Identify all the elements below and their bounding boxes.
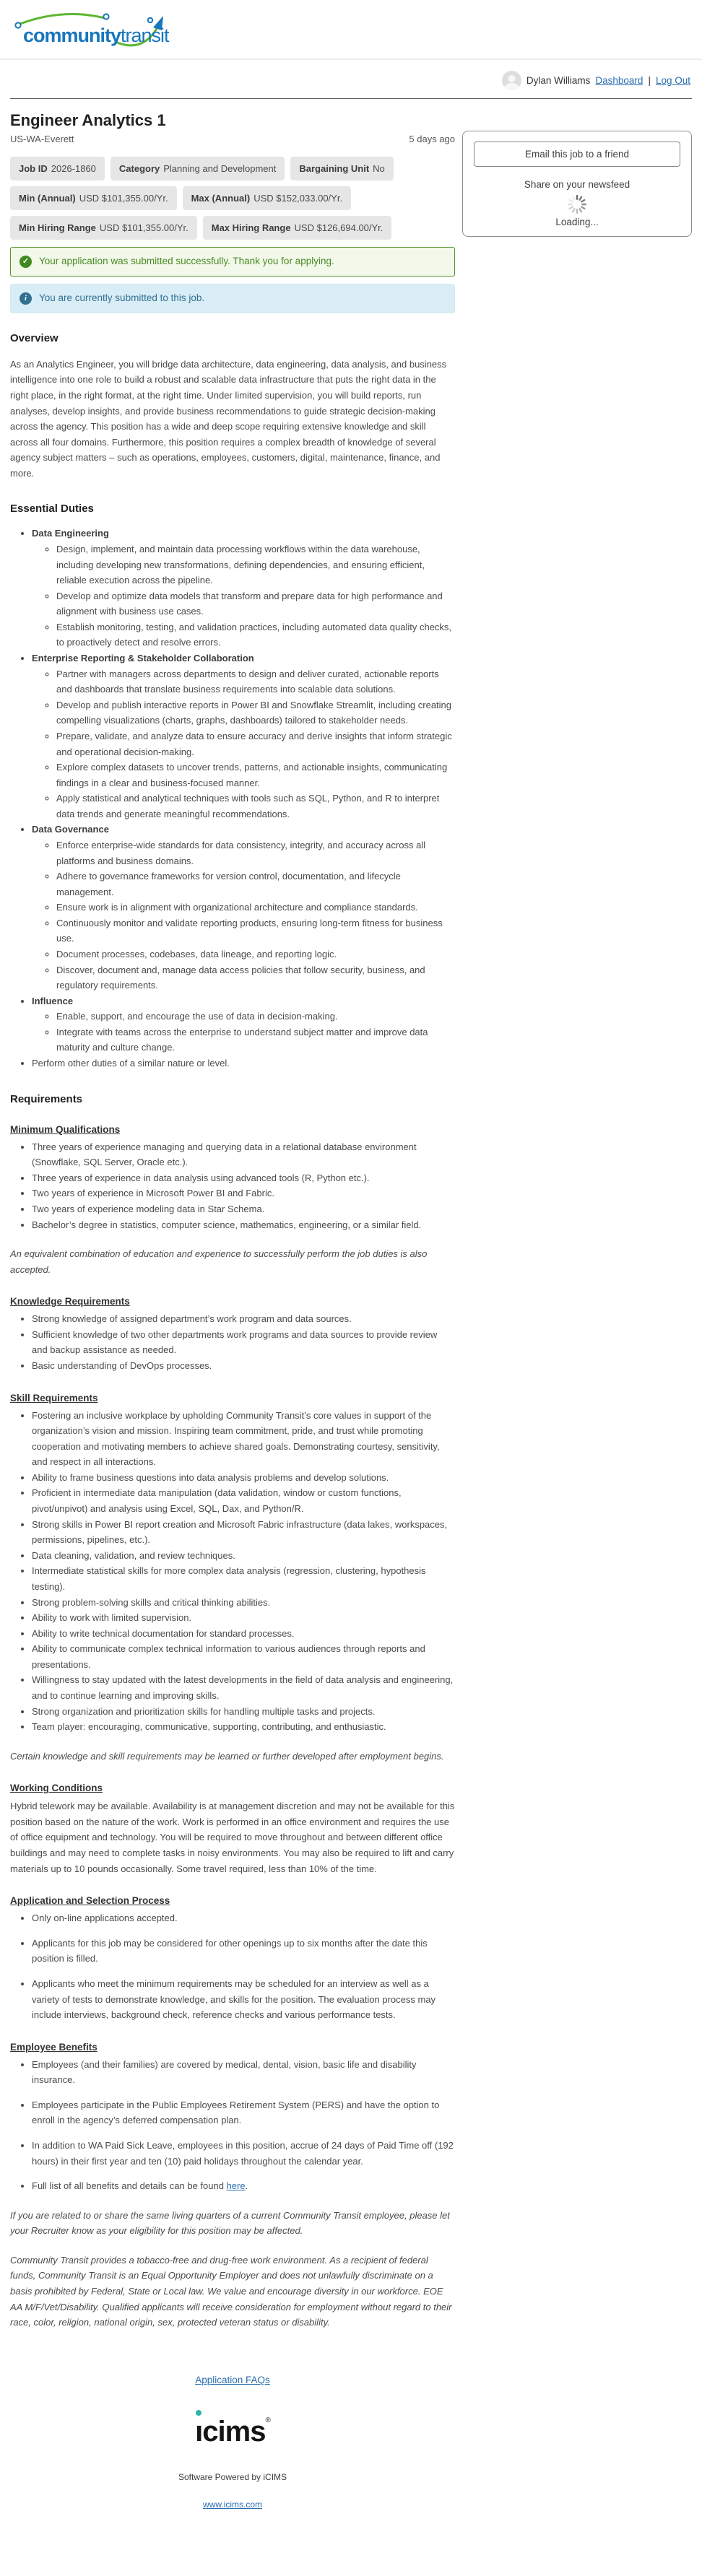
logo-dot-right (148, 18, 152, 22)
overview-heading: Overview (10, 331, 58, 344)
list-item: ◦ Develop and publish interactive reports in Power BI and Snowflake Streamlit, including creating compelling visualizations (charts, graphs, dashboards) tailored to stakeholder needs. (56, 697, 455, 728)
list-item: ◦ Integrate with teams across the enterprise to understand subject matter and improve data maturity and culture change. (56, 1024, 455, 1056)
list-item: ◦ Document processes, codebases, data lineage, and reporting logic. (56, 947, 455, 962)
badge-value: No (373, 163, 385, 174)
overview-paragraph: As an Analytics Engineer, you will bridge data architecture, data engineering, data analysis, and business intelligence into one role to build a robust and scalable data infrastructure that puts the right data in the right place, in the right format, at the right time. Under limited supervision, you will build reports, run analyses, develop insights, and provide business recommendations to guide strategic decision-making across the agency. This position has a wide and deep scope requiring extensive knowledge and skill across all four domains. Furthermore, this position requires a complex breadth of knowledge of several agency subject matters – such as operations, employees, customers, digital, maintenance, finance, and more. (10, 358, 447, 479)
job-badge (290, 157, 393, 180)
page-title: Engineer Analytics 1 (10, 111, 166, 129)
loading-text: Loading... (555, 217, 599, 227)
share-sidebar (462, 99, 692, 237)
job-badge (110, 157, 285, 180)
badge-label: Bargaining Unit (299, 163, 370, 174)
list-item: • Strong skills in Power BI report creation and Microsoft Fabric infrastructure (data lakes, workspaces, permissions, pipelines, etc.). (32, 1517, 455, 1548)
logo-dot-middle (103, 14, 108, 19)
duties-list (10, 526, 455, 1056)
list-item: ◦ Prepare, validate, and analyze data to ensure accuracy and derive insights that inform strategic and operational decision-making. (56, 728, 455, 760)
job-badge (183, 186, 351, 210)
duties-final-list (10, 1056, 455, 1071)
list-item: • Proficient in intermediate data manipulation (data validation, window or custom functions, pivot/unpivot) and analysis using Excel, SQL, Dax, and Python/R. (32, 1485, 455, 1516)
list-item: • Intermediate statistical skills for more complex data analysis (regression, clustering, hypothesis testing). (32, 1563, 455, 1594)
list-item: • Three years of experience in data analysis using advanced tools (R, Python etc.). (32, 1170, 455, 1186)
badge-row (10, 157, 455, 180)
user-bar (0, 60, 702, 98)
list-item: • Data cleaning, validation, and review techniques. (32, 1548, 455, 1564)
icims-logo: ıcims® (195, 2417, 270, 2446)
badge-value: USD $101,355.00/Yr. (99, 222, 188, 233)
list-item: • Ability to work with limited supervision. (32, 1610, 455, 1626)
list-item: • In addition to WA Paid Sick Leave, employees in this position, accrue of 24 days of Paid Time off (192 hours) in their first year and ten (10) paid holidays throughout the calendar year. (32, 2138, 455, 2169)
list-item: • Employees (and their families) are covered by medical, dental, vision, basic life and disability insurance. (32, 2057, 455, 2088)
badge-row (10, 216, 455, 240)
job-badges (10, 157, 455, 240)
page-footer (10, 2374, 455, 2576)
list-item: ◦ Adhere to governance frameworks for version control, documentation, and lifecycle management. (56, 869, 455, 900)
duty-group-title: Data Engineering (32, 528, 109, 539)
duty-group-title: Data Governance (32, 824, 109, 835)
list-item: • Team player: encouraging, communicative, supporting, contributing, and enthusiastic. (32, 1719, 455, 1735)
posted-ago: 5 days ago (409, 134, 455, 144)
list-item: ◦ Partner with managers across departments to design and deliver curated, actionable reports and dashboards that translate business requirements into scalable data solutions. (56, 666, 455, 697)
duty-group (32, 993, 455, 1056)
list-item: ◦ Continuously monitor and validate reporting products, ensuring long-term fitness for business use. (56, 915, 455, 947)
list-item: ◦ Enable, support, and encourage the use of data in decision-making. (56, 1009, 455, 1024)
info-icon: i (20, 292, 32, 305)
logo-dot-left (15, 22, 20, 27)
registered-mark: ® (265, 2416, 270, 2424)
job-posting-main (10, 99, 462, 2576)
list-item: ◦ Apply statistical and analytical techniques with tools such as SQL, Python, and R to interpret data trends and generate meaningful recommendations. (56, 791, 455, 822)
icims-site-link[interactable]: www.icims.com (202, 2499, 262, 2510)
application-process-heading: Application and Selection Process (10, 1895, 170, 1907)
list-item: ◦ Enforce enterprise-wide standards for data consistency, integrity, and accuracy across all platforms and business domains. (56, 837, 455, 869)
essential-duties-heading: Essential Duties (10, 502, 94, 515)
list-item: ◦ Design, implement, and maintain data processing workflows within the data warehouse, including developing new transformations, defining dependencies, and ensuring efficient, reliable execution across the pipeline. (56, 541, 455, 588)
requirements-heading: Requirements (10, 1092, 83, 1105)
duty-sub-list (32, 837, 455, 993)
min-quals-note: An equivalent combination of education and experience to successfully perform the job duties is also accepted. (10, 1248, 428, 1275)
user-name: Dylan Williams (526, 75, 591, 86)
knowledge-heading: Knowledge Requirements (10, 1296, 130, 1307)
list-item: ◦ Establish monitoring, testing, and validation practices, including automated data quality checks, to proactively detect and resolve errors. (56, 619, 455, 650)
working-conditions-heading: Working Conditions (10, 1783, 103, 1794)
list-item: • Bachelor’s degree in statistics, computer science, mathematics, engineering, or a similar field. (32, 1217, 455, 1233)
badge-label: Min (Annual) (19, 193, 76, 204)
list-item: • Only on-line applications accepted. (32, 1910, 455, 1926)
powered-by-text: Software Powered by iCIMS (178, 2471, 287, 2482)
relation-note: If you are related to or share the same living quarters of a current Community Transit employee, please let your Recruiter know as your eligibility for this position may be affected. (10, 2209, 450, 2237)
share-box (462, 131, 692, 237)
list-item: • Ability to frame business questions into data analysis problems and develop solutions. (32, 1470, 455, 1486)
list-item: • Applicants for this job may be considered for other openings up to six months after the date this position is filled. (32, 1936, 455, 1967)
job-badge (10, 186, 177, 210)
list-item: ◦ Explore complex datasets to uncover trends, patterns, and actionable insights, communicating findings in a clear and business-focused manner. (56, 760, 455, 791)
community-transit-logo (9, 6, 176, 51)
duty-sub-list (32, 666, 455, 822)
working-conditions-paragraph: Hybrid telework may be available. Availability is at management discretion and may not be available for this position based on the nature of the work. Work is performed in an office environment and requires the use of office equipment and technology. You will be required to move throughout and between different office buildings and may need to complete tasks in noisy environments. You may also be required to lift and carry materials up to 10 pounds occasionally. Some travel required, less than 10% of the time. (10, 1801, 455, 1874)
share-newsfeed-label: Share on your newsfeed (524, 179, 630, 190)
logo-swoosh-top (20, 14, 105, 24)
duty-group (32, 650, 455, 822)
duty-group-title: Influence (32, 995, 74, 1006)
benefits-link-list (10, 2178, 455, 2194)
svg-text:communitytransit: communitytransit (23, 25, 169, 46)
badge-row (10, 186, 455, 210)
job-location: US-WA-Everett (10, 134, 74, 144)
list-item: • Applicants who meet the minimum requirements may be scheduled for an interview as well as a variety of tests to demonstrate knowledge, and skills for the position. The evaluation process may include interviews, background check, reference checks and various performance tests. (32, 1976, 455, 2023)
list-item: • Perform other duties of a similar nature or level. (32, 1056, 455, 1071)
application-faqs-link[interactable]: Application FAQs (195, 2374, 270, 2385)
duty-group (32, 822, 455, 993)
benefits-heading: Employee Benefits (10, 2041, 98, 2053)
badge-value: 2026-1860 (51, 163, 96, 174)
job-badge (203, 216, 392, 240)
badge-label: Category (118, 163, 160, 174)
badge-label: Job ID (19, 163, 48, 174)
badge-value: Planning and Development (163, 163, 277, 174)
job-meta-row (10, 134, 455, 144)
badge-value: USD $126,694.00/Yr. (294, 222, 384, 233)
benefits-link-post: . (245, 2180, 248, 2192)
list-item: • Ability to write technical documentation for standard processes. (32, 1626, 455, 1642)
knowledge-list (10, 1311, 455, 1373)
dashboard-link[interactable]: Dashboard (595, 75, 644, 86)
duty-group (32, 526, 455, 650)
list-item: ◦ Discover, document and, manage data access policies that follow security, business, and regulatory requirements. (56, 962, 455, 993)
info-alert-text: You are currently submitted to this job. (39, 292, 205, 303)
badge-label: Min Hiring Range (19, 222, 96, 233)
benefits-list (10, 2057, 455, 2169)
person-icon (502, 72, 521, 90)
duty-sub-list (32, 1009, 455, 1056)
badge-label: Max (Annual) (191, 193, 251, 204)
application-process-list (10, 1910, 455, 2022)
list-item: • Strong organization and prioritization skills for handling multiple tasks and projects. (32, 1704, 455, 1720)
min-quals-list (10, 1139, 455, 1232)
badge-value: USD $152,033.00/Yr. (254, 193, 343, 204)
avatar (502, 71, 521, 90)
email-job-button[interactable]: Email this job to a friend (474, 142, 680, 167)
info-alert (10, 284, 455, 313)
link-separator: | (648, 75, 651, 86)
list-item (32, 2178, 455, 2194)
benefits-here-link[interactable]: here (226, 2180, 246, 2192)
list-item: • Employees participate in the Public Employees Retirement System (PERS) and have the option to enroll in the agency’s deferred compensation plan. (32, 2097, 455, 2128)
list-item: • Three years of experience managing and querying data in a relational database environment (Snowflake, SQL Server, Oracle etc.). (32, 1139, 455, 1170)
success-alert (10, 247, 455, 277)
success-alert-text: Your application was submitted successfully. Thank you for applying. (39, 256, 334, 266)
list-item: • Willingness to stay updated with the latest developments in the field of data analysis and engineering, and to continue learning and improving skills. (32, 1672, 455, 1703)
list-item: • Sufficient knowledge of two other departments work programs and data sources to provide review and backup assistance as needed. (32, 1327, 455, 1358)
list-item: • Fostering an inclusive workplace by upholding Community Transit’s core values in support of the organization’s vision and mission. Inspiring team commitment, pride, and trust while promoting cooperation and motivating members to achieve shared goals. Demonstrating courtesy, sensitivity, and respect in all interactions. (32, 1408, 455, 1470)
duty-sub-list (32, 541, 455, 650)
job-badge (10, 216, 197, 240)
list-item: ◦ Develop and optimize data models that transform and prepare data for high performance and alignment with business use cases. (56, 588, 455, 619)
list-item: • Strong knowledge of assigned department’s work program and data sources. (32, 1311, 455, 1327)
job-badge (10, 157, 105, 180)
list-item: • Basic understanding of DevOps processes. (32, 1358, 455, 1374)
badge-value: USD $101,355.00/Yr. (79, 193, 168, 204)
skills-list (10, 1408, 455, 1735)
benefits-link-pre: Full list of all benefits and details can be found (32, 2180, 227, 2192)
badge-label: Max Hiring Range (211, 222, 291, 233)
eoe-note: Community Transit provides a tobacco-free and drug-free work environment. As a recipient of federal funds, Community Transit is an Equal Opportunity Employer and does not unlawfully discriminate on a basis prohibited by Federal, State or Local law. We value and encourage diversity in our workforce. EOE AA M/F/Vet/Disability. Qualified applicants will receive consideration for employment without regard to their race, color, religion, national origin, sex, protected veteran status or disability. (10, 2254, 452, 2328)
list-item: • Two years of experience in Microsoft Power BI and Fabric. (32, 1185, 455, 1201)
list-item: ◦ Ensure work is in alignment with organizational architecture and compliance standards. (56, 900, 455, 915)
skills-note: Certain knowledge and skill requirements may be learned or further developed after employment begins. (10, 1750, 444, 1762)
list-item: • Strong problem-solving skills and critical thinking abilities. (32, 1595, 455, 1611)
duty-group-title: Enterprise Reporting & Stakeholder Collaboration (32, 653, 254, 664)
site-header (0, 0, 702, 58)
list-item: • Ability to communicate complex technical information to various audiences through reports and presentations. (32, 1641, 455, 1672)
success-check-icon: ✓ (20, 256, 32, 268)
logout-link[interactable]: Log Out (655, 75, 690, 86)
list-item: • Two years of experience modeling data in Star Schema. (32, 1201, 455, 1217)
min-quals-heading: Minimum Qualifications (10, 1123, 121, 1135)
skills-heading: Skill Requirements (10, 1392, 98, 1404)
loading-spinner-icon (566, 193, 588, 215)
